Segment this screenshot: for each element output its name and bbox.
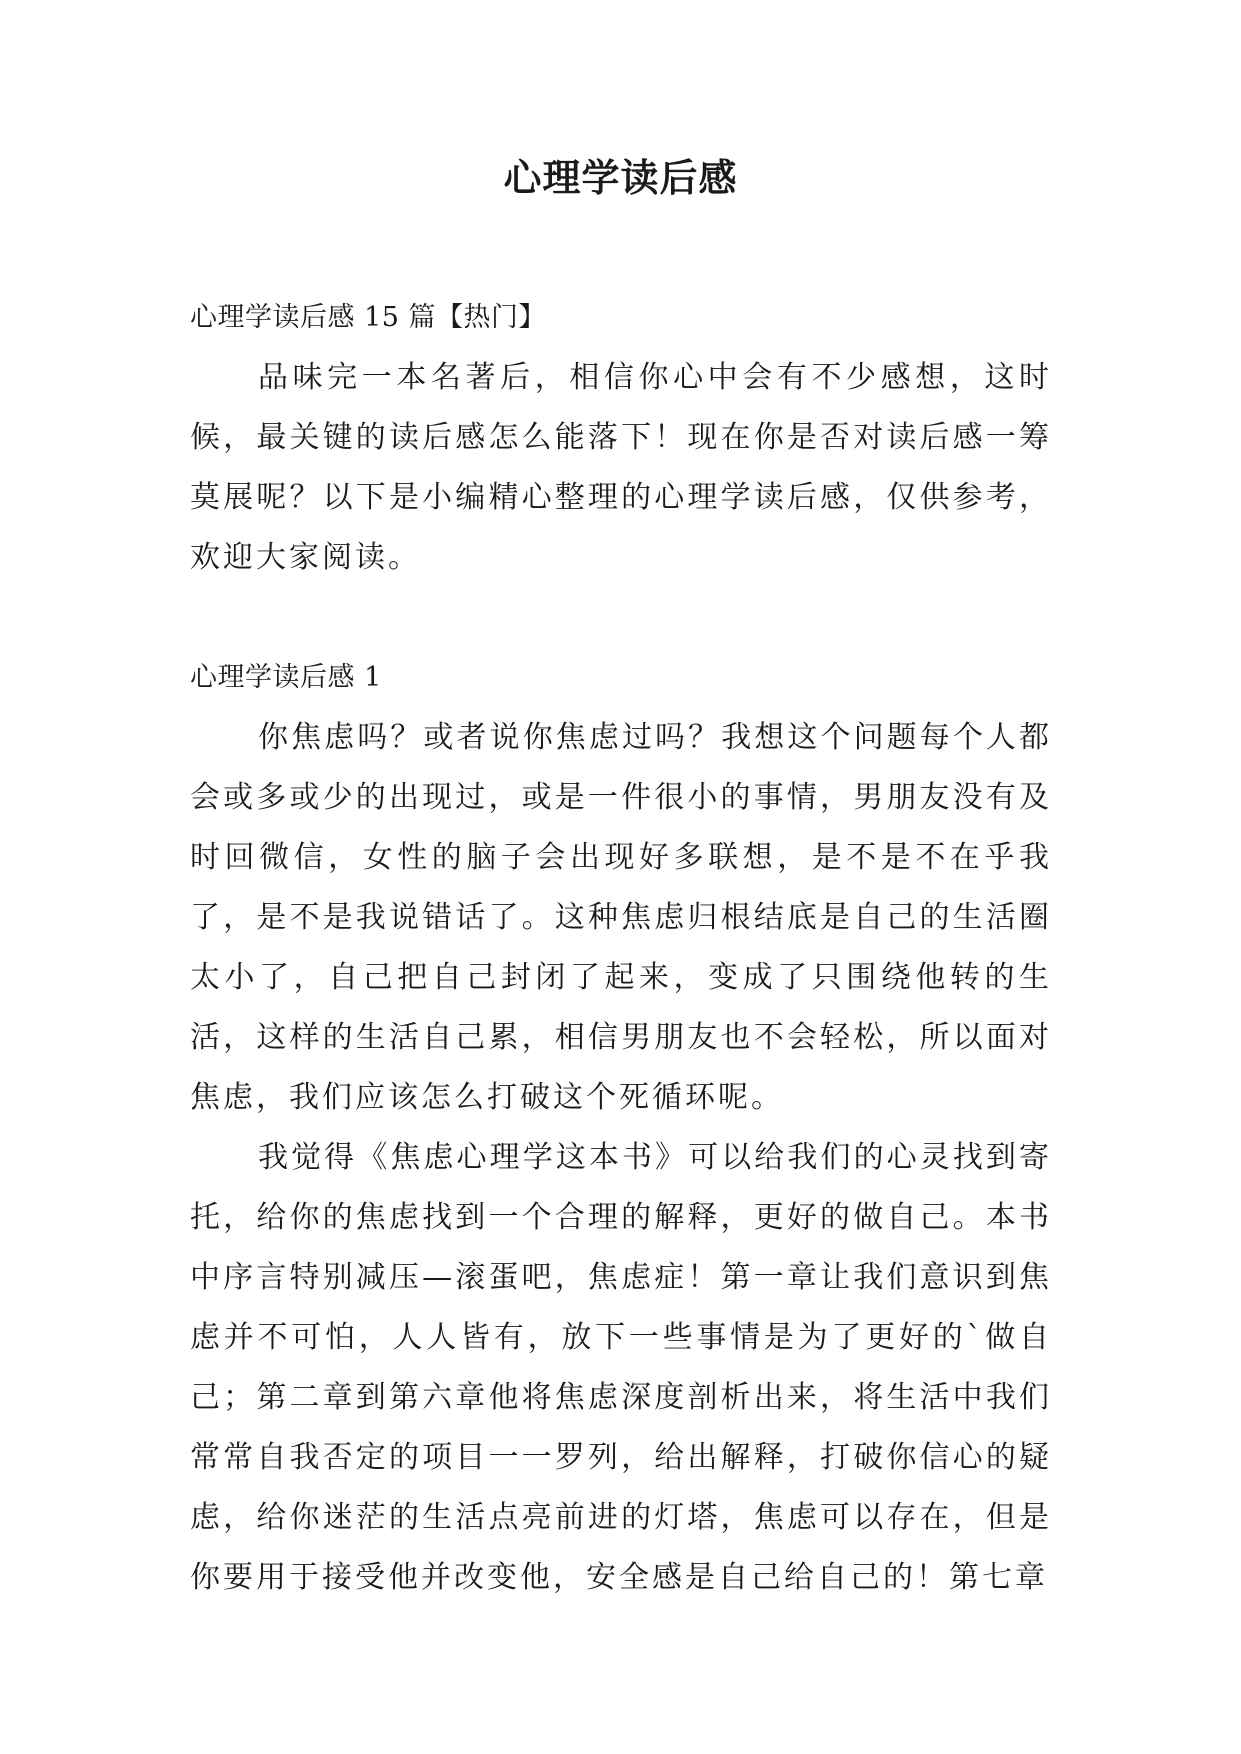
- section-spacer: [190, 588, 1052, 648]
- section-heading-1: 心理学读后感 1: [190, 662, 382, 693]
- page-title: 心理学读后感: [503, 156, 738, 200]
- section-heading-intro: 心理学读后感 15 篇【热门】: [190, 302, 547, 333]
- document-body: [190, 288, 1052, 1608]
- section-1-paragraph-2: 我觉得《焦虑心理学这本书》可以给我们的心灵找到寄托，给你的焦虑找到一个合理的解释，更好的做自己。本书中序言特别减压—滚蛋吧，焦虑症！第一章让我们意识到焦虑并不可怕，人人皆有，放下一些事情是为了更好的`做自己；第二章到第六章他将焦虑深度剖析出来，将生活中我们常常自我否定的项目一一罗列，给出解释，打破你信心的疑虑，给你迷茫的生活点亮前进的灯塔，焦虑可以存在，但是你要用于接受他并改变他，安全感是自己给自己的！第七章: [190, 1140, 1052, 1595]
- section-1-paragraph-1: 你焦虑吗？或者说你焦虑过吗？我想这个问题每个人都会或多或少的出现过，或是一件很小的事情，男朋友没有及时回微信，女性的脑子会出现好多联想，是不是不在乎我了，是不是我说错话了。这种焦虑归根结底是自己的生活圈太小了，自己把自己封闭了起来，变成了只围绕他转的生活，这样的生活自己累，相信男朋友也不会轻松，所以面对焦虑，我们应该怎么打破这个死循环呢。: [190, 720, 1052, 1115]
- intro-paragraph: 品味完一本名著后，相信你心中会有不少感想，这时候，最关键的读后感怎么能落下！现在你是否对读后感一筹莫展呢？以下是小编精心整理的心理学读后感，仅供参考，欢迎大家阅读。: [190, 360, 1052, 575]
